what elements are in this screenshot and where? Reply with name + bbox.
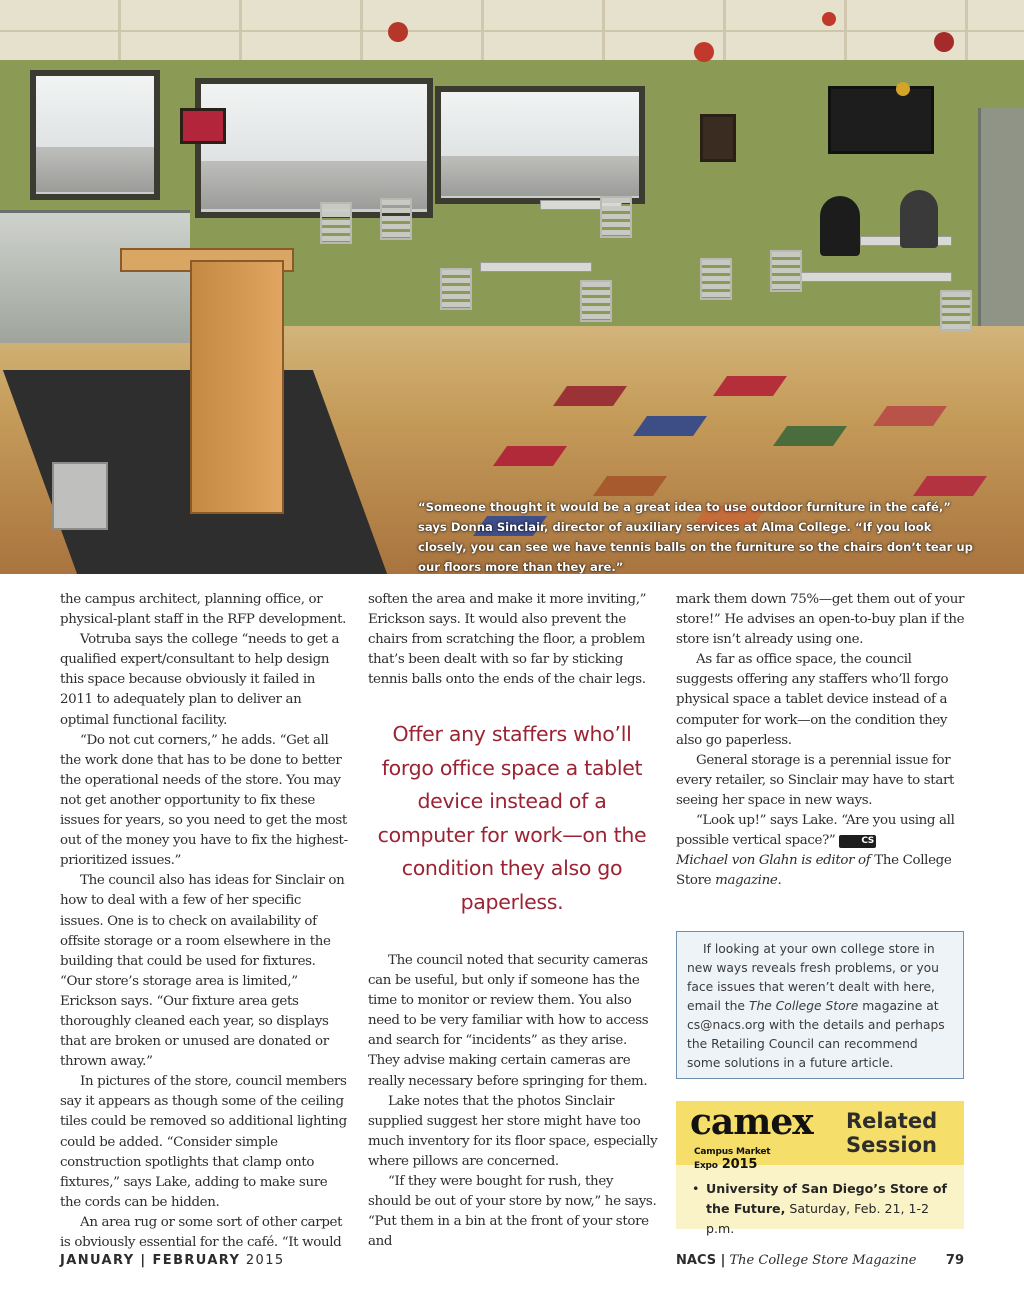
photo-trash-can — [52, 462, 108, 530]
camex-logo-expo: Campus Market Expo — [694, 1147, 771, 1171]
paragraph: The council also has ideas for Sinclair on how to deal with a few of her specific issues. One is to check on availability of offsite storage or a room elsewhere in the building that could be used for fixtures. “Our store’s storage area is limited,” Erickson says. “Our fixture area gets thoroughly cleaned each year, so displays that are broken or unused are donated or thrown away.” — [60, 873, 345, 1070]
photo-ornament — [388, 22, 408, 42]
photo-person — [820, 196, 860, 256]
paragraph: Lake notes that the photos Sinclair supplied suggest her store might have too much inventory for its floor space, especially where pillows are concerned. — [368, 1093, 658, 1169]
related-session-header — [676, 1101, 964, 1172]
paragraph: The council noted that security cameras can be useful, but only if someone has the time to monitor or review them. You also need to be very familiar with how to access and search for “incidents” as they arise. They advise making certain cameras are really necessary before springing for them. — [368, 953, 649, 1089]
session-title-line-1: Related — [846, 1109, 938, 1133]
paragraph: Votruba says the college “needs to get a qualified expert/consultant to help design this space because obviously it failed in 2011 to adequately plan to deliver an optimal functional facility. — [60, 632, 340, 728]
photo-chair — [940, 290, 972, 332]
page-number: 79 — [945, 1253, 964, 1268]
paragraph: An area rug or some sort of other carpet is obviously essential for the café. “It would — [60, 1214, 343, 1250]
byline-text: Michael von Glahn is editor of — [676, 853, 871, 869]
footer-issue-date — [60, 1253, 285, 1268]
sidebar-text-a: If looking at your own college store in new ways reveals fresh problems, or you face issues that weren’t dealt with here, email the — [687, 942, 939, 1013]
footer-publication — [676, 1253, 964, 1268]
session-time: Saturday, Feb. 21, 1-2 p.m. — [706, 1201, 930, 1236]
photo-chair — [440, 268, 472, 310]
cafe-photo — [0, 0, 1024, 574]
article-column-2-bottom — [368, 951, 658, 1252]
photo-chair — [700, 258, 732, 300]
photo-chair — [770, 250, 802, 292]
footer-nacs: NACS | — [676, 1253, 726, 1268]
pull-quote: Offer any staffers who’ll forgo office space a tablet device instead of a computer for work—on the condition they also go paperless. — [377, 722, 647, 914]
footer-issue-year: 2015 — [245, 1253, 285, 1268]
photo-table — [480, 262, 592, 272]
photo-ornament — [694, 42, 714, 62]
photo-sign — [180, 108, 226, 144]
camex-logo-word: camex — [690, 1101, 813, 1143]
paragraph: As far as office space, the council suggests offering any staffers who’ll forgo physical space a tablet device instead of a computer for work—on the condition they also go paperless. — [676, 652, 949, 748]
photo-chair — [600, 196, 632, 238]
related-session-box — [676, 1101, 964, 1236]
bullet-icon: • — [692, 1181, 700, 1196]
byline-magazine: magazine. — [715, 873, 782, 889]
paragraph: “Do not cut corners,” he adds. “Get all the work done that has to be done to better the operational needs of the store. You may not get another opportunity to fix these issues for years, so you need to get the most out of the money you have to fix the highest-prioritized issues.” — [60, 732, 348, 869]
photo-caption: “Someone thought it would be a great idea to use outdoor furniture in the café,” says Donna Sinclair, director of auxiliary services at Alma College. “If you look closely, you can see we have tennis balls on the furniture so the chairs don’t tear up our floors more than they are.” — [418, 500, 973, 574]
paragraph: soften the area and make it more inviting,” Erickson says. It would also prevent the chairs from scratching the floor, a problem that’s been dealt with so far by sticking tennis balls onto the ends of the chair legs. — [368, 592, 647, 688]
sidebar-publication: The College Store — [748, 999, 859, 1013]
paragraph-final — [676, 811, 966, 851]
photo-ornament — [934, 32, 954, 52]
photo-chair — [320, 202, 352, 244]
camex-logo-subtitle — [694, 1147, 830, 1172]
photo-chair — [380, 198, 412, 240]
author-byline — [676, 851, 966, 891]
photo-ornament — [896, 82, 910, 96]
byline-publication: The College Store — [676, 853, 952, 889]
article-column-2-top — [368, 590, 658, 690]
photo-display-case — [0, 210, 190, 343]
photo-chair — [580, 280, 612, 322]
related-session-title — [846, 1109, 937, 1157]
contact-sidebar-box — [676, 931, 964, 1079]
camex-logo-year: 2015 — [721, 1157, 758, 1172]
article-column-1 — [60, 590, 348, 1253]
footer-issue-months: JANUARY | FEBRUARY — [60, 1253, 241, 1268]
session-list-item — [692, 1179, 954, 1239]
paragraph: General storage is a perennial issue for every retailer, so Sinclair may have to start seeing her space in new ways. — [676, 752, 955, 808]
sidebar-text — [687, 940, 955, 1073]
camex-logo — [690, 1101, 830, 1172]
photo-table — [800, 272, 952, 282]
photo-ceiling — [0, 0, 1024, 60]
session-name: University of San Diego’s Store of the Future, — [706, 1181, 947, 1216]
session-title-line-2: Session — [846, 1133, 937, 1157]
photo-ornament — [822, 12, 836, 26]
photo-tv — [828, 86, 934, 154]
paragraph: the campus architect, planning office, or physical-plant staff in the RFP development. — [60, 592, 347, 628]
sidebar-text-c: magazine at cs@nacs.org with the details and perhaps the Retailing Council can recommend some solutions in a future article. — [687, 999, 945, 1070]
photo-person — [900, 190, 938, 248]
footer-magazine-name: The College Store Magazine — [729, 1253, 917, 1268]
paragraph: mark them down 75%—get them out of your store!” He advises an open-to-buy plan if the store isn’t already using one. — [676, 592, 965, 648]
article-column-3 — [676, 590, 966, 891]
photo-window — [435, 86, 645, 204]
photo-window — [195, 78, 433, 218]
final-sentence: “Look up!” says Lake. “Are you using all possible vertical space?” — [676, 813, 955, 849]
photo-counter — [190, 260, 284, 514]
end-mark-icon: CS — [839, 835, 876, 848]
paragraph: In pictures of the store, council members say it appears as though some of the ceiling tiles could be removed so additional lighting could be added. “Consider simple construction spotlights that clamp onto fixtures,” says Lake, adding to make sure the cords can be hidden. — [60, 1074, 347, 1210]
paragraph: “If they were bought for rush, they should be out of your store by now,” he says. “Put them in a bin at the front of your store and — [368, 1174, 657, 1250]
photo-window — [30, 70, 160, 200]
photo-poster — [700, 114, 736, 162]
